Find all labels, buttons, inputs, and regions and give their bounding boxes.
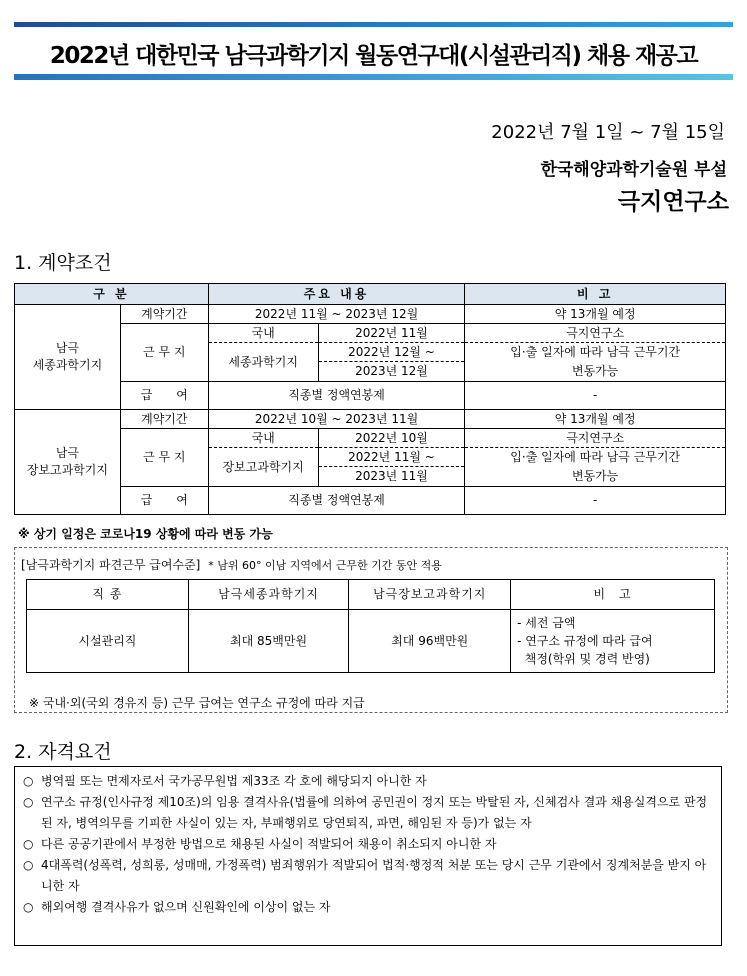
table-row — [15, 487, 726, 515]
announcement-date: 2022년 7월 1일 ~ 7월 15일 — [491, 122, 725, 143]
domestic-label: 국내 — [208, 429, 318, 448]
station-name-jangbogo: 남극 장보고과학기지 — [15, 410, 121, 515]
header-job: 직 종 — [27, 580, 189, 610]
list-item: ○ 해외여행 결격사유가 없으며 신원확인에 이상이 없는 자 — [23, 897, 713, 918]
salary-level-box — [14, 547, 728, 713]
table-row — [15, 382, 726, 410]
jangbogo-salary: 최대 96백만원 — [349, 610, 511, 673]
base-note: 입·출 일자에 따라 남극 근무기간 — [465, 448, 726, 467]
salary-note: - — [465, 382, 726, 410]
list-item: ○ 다른 공공기관에서 부정한 방법으로 채용된 사실이 적발되어 채용이 취소되지 아니한 자 — [23, 834, 713, 855]
salary-table — [26, 579, 715, 673]
work-location-label: 근 무 지 — [120, 324, 208, 382]
salary-remarks: - 세전 금액 - 연구소 규정에 따라 급여 책정(학위 및 경력 반영) — [511, 610, 715, 673]
salary-footnote: ※ 국내·외(국외 경유지 등) 근무 급여는 연구소 규정에 따라 지급 — [29, 696, 365, 710]
contract-note: 약 13개월 예정 — [465, 410, 726, 429]
base-note-cont: 변동가능 — [465, 362, 726, 382]
job-type: 시설관리직 — [27, 610, 189, 673]
bullet-icon: ○ — [23, 837, 34, 851]
list-item: ○ 연구소 규정(인사규정 제10조)의 임용 결격사유(법률에 의하여 공민권이 정지 또는 박탈된 자, 신체검사 결과 채용실격으로 판정된 자, 병역의무를 기피한 사실이 있는 자, 부패행위로 당연퇴직, 파면, 해임된 자 등)가 없는 자 — [23, 792, 713, 834]
header-jangbogo: 남극장보고과학기지 — [349, 580, 511, 610]
section-heading-contract: 1. 계약조건 — [14, 252, 112, 274]
base-date-end: 2023년 11월 — [318, 467, 465, 487]
table-row — [27, 610, 715, 673]
header-sejong: 남극세종과학기지 — [188, 580, 349, 610]
list-item: ○ 병역필 또는 면제자로서 국가공무원법 제33조 각 호에 해당되지 아니한 자 — [23, 771, 713, 792]
domestic-date: 2022년 10월 — [318, 429, 465, 448]
base-date-end: 2023년 12월 — [318, 362, 465, 382]
contract-period: 2022년 10월 ~ 2023년 11월 — [208, 410, 465, 429]
section-heading-qualifications: 2. 자격요건 — [14, 741, 112, 763]
salary-header-row — [27, 580, 715, 610]
title-bottom-bar — [14, 74, 733, 80]
table-row — [15, 305, 726, 324]
page-title: 2022년 대한민국 남극과학기지 월동연구대(시설관리직) 채용 재공고 — [49, 43, 698, 69]
base-date-start: 2022년 11월 ~ — [318, 448, 465, 467]
schedule-note: ※ 상기 일정은 코로나19 상황에 따라 변동 가능 — [18, 527, 273, 541]
header-category: 구 분 — [15, 284, 209, 305]
salary-note: - — [465, 487, 726, 515]
domestic-note: 극지연구소 — [465, 429, 726, 448]
contract-period: 2022년 11월 ~ 2023년 12월 — [208, 305, 465, 324]
station-name-sejong: 남극 세종과학기지 — [15, 305, 121, 410]
salary-box-subtitle: * 남위 60° 이남 지역에서 근무한 기간 동안 적용 — [208, 559, 442, 572]
header-remarks: 비 고 — [465, 284, 726, 305]
contract-note: 약 13개월 예정 — [465, 305, 726, 324]
salary-box-heading: [남극과학기지 파견근무 급여수준] — [21, 558, 201, 572]
base-note-cont: 변동가능 — [465, 467, 726, 487]
institute-name: 극지연구소 — [617, 189, 729, 215]
title-top-bar — [14, 22, 733, 27]
sejong-salary: 최대 85백만원 — [188, 610, 349, 673]
base-note: 입·출 일자에 따라 남극 근무기간 — [465, 343, 726, 362]
salary-value: 직종별 정액연봉제 — [208, 382, 465, 410]
bullet-icon: ○ — [23, 900, 34, 914]
salary-box-title — [21, 556, 442, 573]
header-remarks: 비 고 — [511, 580, 715, 610]
base-label: 장보고과학기지 — [208, 448, 318, 487]
contract-label: 계약기간 — [120, 305, 208, 324]
contract-label: 계약기간 — [120, 410, 208, 429]
bullet-icon: ○ — [23, 858, 34, 872]
work-location-label: 근 무 지 — [120, 429, 208, 487]
bullet-icon: ○ — [23, 795, 34, 809]
qualification-box — [14, 766, 722, 946]
salary-label: 급 여 — [120, 382, 208, 410]
base-label: 세종과학기지 — [208, 343, 318, 382]
organization-name: 한국해양과학기술원 부설 — [540, 160, 727, 180]
table-header-row — [15, 284, 726, 305]
domestic-note: 극지연구소 — [465, 324, 726, 343]
bullet-icon: ○ — [23, 774, 34, 788]
base-date-start: 2022년 12월 ~ — [318, 343, 465, 362]
domestic-label: 국내 — [208, 324, 318, 343]
contract-table — [14, 283, 726, 515]
header-main-content: 주요 내용 — [208, 284, 465, 305]
table-row — [15, 429, 726, 448]
salary-value: 직종별 정액연봉제 — [208, 487, 465, 515]
table-row — [15, 410, 726, 429]
table-row — [15, 324, 726, 343]
list-item: ○ 4대폭력(성폭력, 성희롱, 성매매, 가정폭력) 범죄행위가 적발되어 법적·행정적 처분 또는 당시 근무 기관에서 징계처분을 받지 아니한 자 — [23, 855, 713, 897]
salary-label: 급 여 — [120, 487, 208, 515]
domestic-date: 2022년 11월 — [318, 324, 465, 343]
